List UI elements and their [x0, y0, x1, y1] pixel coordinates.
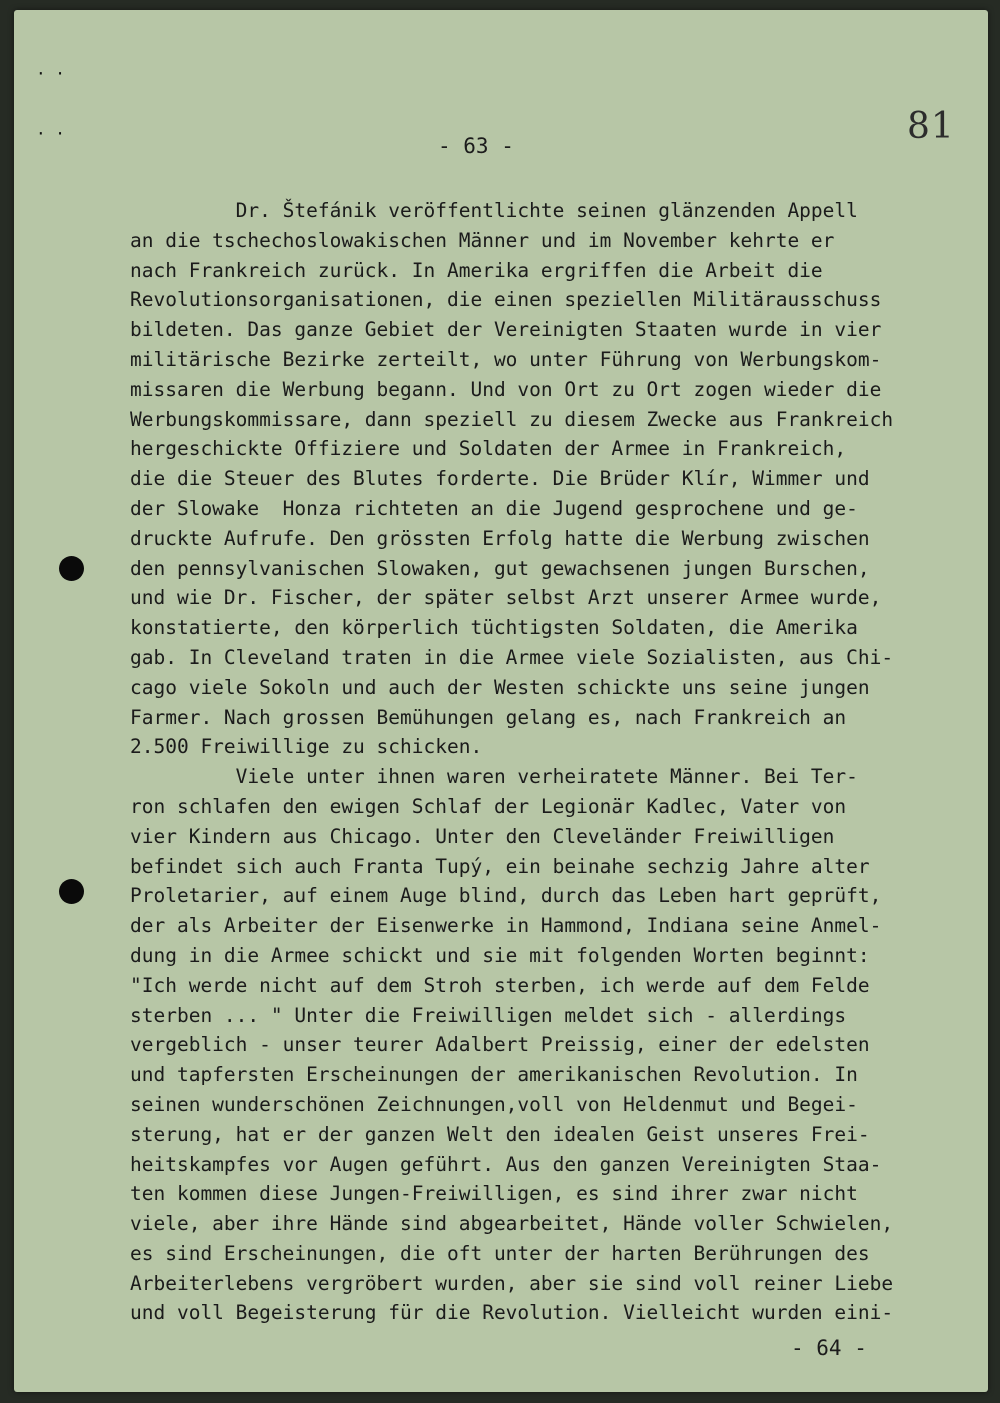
text-line: viele, aber ihre Hände sind abgearbeitet, Hände voller Schwielen,	[130, 1212, 894, 1236]
document-page	[14, 10, 988, 1392]
text-line: nach Frankreich zurück. In Amerika ergriffen die Arbeit die	[130, 258, 823, 282]
typed-text-body	[130, 196, 893, 1328]
archive-number: 81	[907, 106, 955, 147]
text-line: die die Steuer des Blutes forderte. Die Brüder Klír, Wimmer und	[130, 467, 870, 491]
margin-mark: · ·	[36, 64, 65, 83]
text-line: druckte Aufrufe. Den grössten Erfolg hatte die Werbung zwischen	[130, 526, 870, 550]
text-line: Arbeiterlebens vergröbert wurden, aber sie sind voll reiner Liebe	[130, 1271, 894, 1295]
text-line: und tapfersten Erscheinungen der amerikanischen Revolution. In	[130, 1063, 858, 1087]
text-line: sterung, hat er der ganzen Welt den idealen Geist unseres Frei-	[130, 1122, 870, 1146]
punch-hole	[59, 556, 84, 581]
text-line: militärische Bezirke zerteilt, wo unter Führung von Werbungskom-	[130, 347, 882, 371]
text-line: und voll Begeisterung für die Revolution. Vielleicht wurden eini-	[130, 1301, 894, 1325]
text-line: befindet sich auch Franta Tupý, ein beinahe sechzig Jahre alter	[130, 854, 870, 878]
text-line: ten kommen diese Jungen-Freiwilligen, es sind ihrer zwar nicht	[130, 1182, 858, 1206]
text-line: es sind Erscheinungen, die oft unter der harten Berührungen des	[130, 1241, 870, 1265]
text-line: der Slowake Honza richteten an die Jugend gesprochene und ge-	[130, 496, 858, 520]
text-line: gab. In Cleveland traten in die Armee viele Sozialisten, aus Chi-	[130, 645, 894, 669]
text-line: ron schlafen den ewigen Schlaf der Legionär Kadlec, Vater von	[130, 794, 847, 818]
text-line: "Ich werde nicht auf dem Stroh sterben, ich werde auf dem Felde	[130, 973, 870, 997]
text-line: seinen wunderschönen Zeichnungen,voll von Heldenmut und Begei-	[130, 1092, 858, 1116]
text-line: Proletarier, auf einem Auge blind, durch das Leben hart geprüft,	[130, 884, 882, 908]
text-line: der als Arbeiter der Eisenwerke in Hammond, Indiana seine Anmel-	[130, 914, 882, 938]
text-line: den pennsylvanischen Slowaken, gut gewachsenen jungen Burschen,	[130, 556, 870, 580]
text-line: hergeschickte Offiziere und Soldaten der Armee in Frankreich,	[130, 437, 847, 461]
text-line: und wie Dr. Fischer, der später selbst Arzt unserer Armee wurde,	[130, 586, 882, 610]
text-line: heitskampfes vor Augen geführt. Aus den ganzen Vereinigten Staa-	[130, 1152, 882, 1176]
next-page-number: - 64 -	[791, 1336, 867, 1360]
text-line: dung in die Armee schickt und sie mit folgenden Worten beginnt:	[130, 943, 870, 967]
page-number: - 63 -	[438, 134, 514, 158]
punch-hole	[59, 879, 84, 904]
text-line: Farmer. Nach grossen Bemühungen gelang es, nach Frankreich an	[130, 705, 847, 729]
text-line: cago viele Sokoln und auch der Westen schickte uns seine jungen	[130, 675, 870, 699]
text-line: Werbungskommissare, dann speziell zu diesem Zwecke aus Frankreich	[130, 407, 894, 431]
text-line: missaren die Werbung begann. Und von Ort zu Ort zogen wieder die	[130, 377, 882, 401]
text-line: vier Kindern aus Chicago. Unter den Cleveländer Freiwilligen	[130, 824, 835, 848]
text-line: bildeten. Das ganze Gebiet der Vereinigten Staaten wurde in vier	[130, 318, 882, 342]
text-line: konstatierte, den körperlich tüchtigsten Soldaten, die Amerika	[130, 616, 858, 640]
margin-mark: · ·	[36, 124, 65, 143]
text-line: Revolutionsorganisationen, die einen speziellen Militärausschuss	[130, 288, 882, 312]
text-line: 2.500 Freiwillige zu schicken.	[130, 735, 483, 759]
text-line: Viele unter ihnen waren verheiratete Männer. Bei Ter-	[130, 765, 858, 789]
text-line: Dr. Štefánik veröffentlichte seinen glänzenden Appell	[130, 199, 858, 222]
text-line: sterben ... " Unter die Freiwilligen meldet sich - allerdings	[130, 1003, 847, 1027]
text-line: an die tschechoslowakischen Männer und im November kehrte er	[130, 228, 835, 252]
text-line: vergeblich - unser teurer Adalbert Preissig, einer der edelsten	[130, 1033, 870, 1057]
